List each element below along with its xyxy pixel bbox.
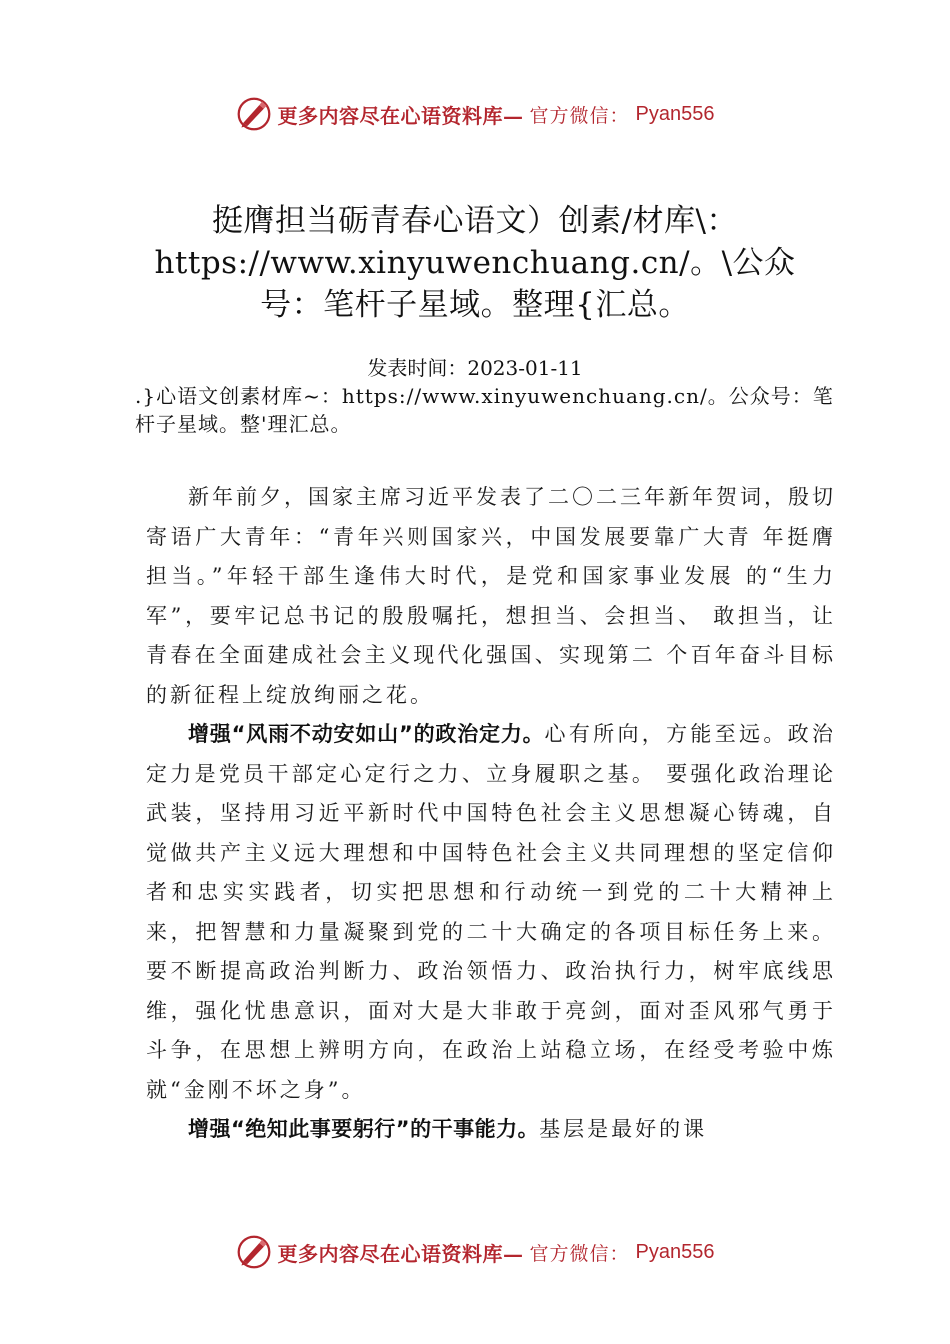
document-title: 挺膺担当砺青春心语文）创素/材库\：https://www.xinyuwenchuang.cn/。\公众号：笔杆子星域。整理{汇总。 — [154, 203, 796, 323]
paragraph-2-lead: 增强“风雨不动安如山”的政治定力。 — [188, 722, 545, 746]
paragraph-1-text: 新年前夕，国家主席习近平发表了二〇二三年新年贺词，殷切寄语广大青年：“青年兴则国家兴，中国发展要靠广大青 年挺膺担当。”年轻干部生逢伟大时代，是党和国家事业发展 的“生力军”，要牢记总书记的殷殷嘱托，想担当、会担当、 敢担当，让青春在全面建成社会主义现代化强国、实现第二 个百年奋斗目标的新征程上绽放绚丽之花。 — [146, 485, 836, 707]
publish-label: 发表时间： — [367, 356, 468, 380]
paragraph-2-text: 心有所向，方能至远。政治定力是党员干部定心定行之力、立身履职之基。 要强化政治理论武装，坚持用习近平新时代中国特色社会主义思想凝心铸魂，自觉做共产主义远大理想和中国特色社会主义共同理想的坚定信仰者和忠实实践者，切实把思想和行动统一到党的二十大精神上来，把智慧和力量凝聚到党的二十大确定的各项目标任务上来。要不断提高政治判断力、政治领悟力、政治执行力，树牢底线思维，强化忧患意识，面对大是大非敢于亮剑，面对歪风邪气勇于斗争，在思想上辨明方向，在政治上站稳立场，在经受考验中炼就“金刚不坏之身”。 — [146, 722, 836, 1102]
paragraph-2 — [146, 715, 836, 1110]
source-note: .}心语文创素材库~：https://www.xinyuwenchuang.cn/。公众号：笔杆子星域。整'理汇总。 — [135, 384, 834, 436]
banner-wechat-id: Pyan556 — [635, 102, 715, 125]
paragraph-1 — [146, 478, 836, 715]
banner-text: 更多内容尽在心语资料库— — [277, 1241, 524, 1266]
paragraph-3-text: 基层是最好的课 — [539, 1117, 708, 1141]
article-body — [146, 478, 836, 1150]
publish-info — [0, 352, 950, 381]
banner-wechat-id: Pyan556 — [635, 1240, 715, 1263]
paragraph-3-lead: 增强“绝知此事要躬行”的干事能力。 — [188, 1117, 540, 1141]
paragraph-3 — [146, 1110, 836, 1150]
publish-date: 2023-01-11 — [467, 356, 583, 380]
banner-wechat-label: 官方微信： — [529, 104, 630, 127]
pen-logo-icon — [236, 96, 272, 132]
banner-text: 更多内容尽在心语资料库— — [277, 103, 524, 128]
pen-logo-icon — [236, 1234, 272, 1270]
footer-banner — [0, 1230, 950, 1274]
banner-wechat-label: 官方微信： — [529, 1242, 630, 1265]
header-banner — [0, 92, 950, 136]
